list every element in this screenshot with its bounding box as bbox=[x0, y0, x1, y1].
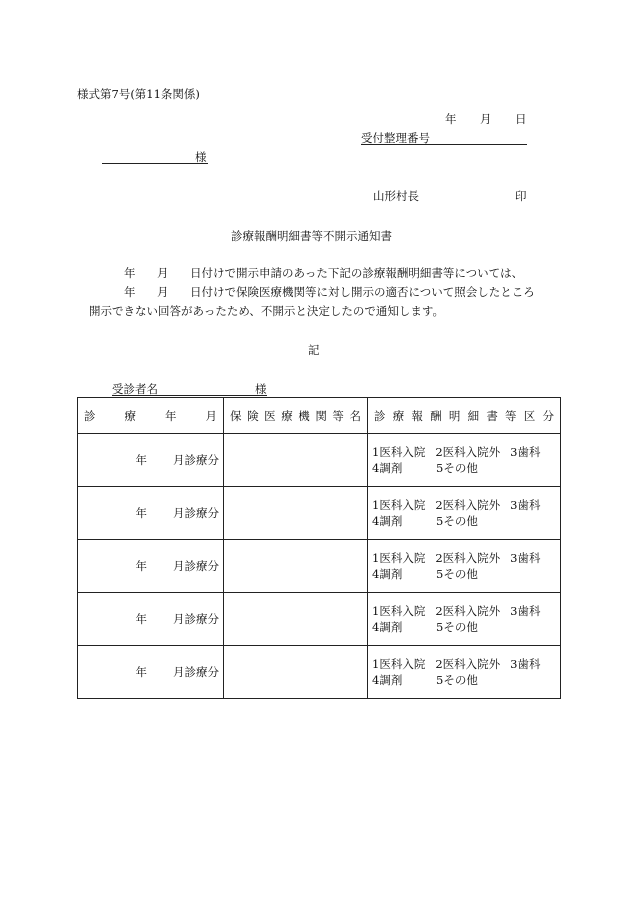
ki-heading: 記 bbox=[308, 343, 320, 357]
cell-institution[interactable] bbox=[224, 646, 368, 699]
cell-date[interactable]: 年 月診療分 bbox=[78, 487, 224, 540]
table-row bbox=[78, 487, 561, 540]
cell-category[interactable]: 1医科入院 2医科入院外 3歯科 4調剤 5その他 bbox=[368, 540, 561, 593]
issuer-name: 山形村長 bbox=[373, 189, 419, 203]
body-line2-year: 年 bbox=[124, 285, 136, 299]
cell-institution[interactable] bbox=[224, 487, 368, 540]
header-date: 診 療 年 月 bbox=[78, 398, 224, 434]
form-number: 様式第7号(第11条関係) bbox=[77, 87, 200, 101]
table-row bbox=[78, 434, 561, 487]
cell-institution[interactable] bbox=[224, 540, 368, 593]
document-title: 診療報酬明細書等不開示通知書 bbox=[231, 229, 392, 243]
date-month: 月 bbox=[480, 112, 492, 126]
header-institution: 保 険 医 療 機 関 等 名 bbox=[224, 398, 368, 434]
addressee-field[interactable] bbox=[102, 163, 208, 164]
cell-category[interactable]: 1医科入院 2医科入院外 3歯科 4調剤 5その他 bbox=[368, 593, 561, 646]
reception-number-label: 受付整理番号 bbox=[361, 131, 430, 145]
cell-category[interactable]: 1医科入院 2医科入院外 3歯科 4調剤 5その他 bbox=[368, 434, 561, 487]
cell-category[interactable]: 1医科入院 2医科入院外 3歯科 4調剤 5その他 bbox=[368, 646, 561, 699]
date-year: 年 bbox=[445, 112, 457, 126]
seal-mark: 印 bbox=[515, 189, 527, 203]
body-line2-text: 日付けで保険医療機関等に対し開示の適否について照会したところ bbox=[190, 285, 535, 299]
patient-name-field[interactable] bbox=[112, 395, 267, 396]
body-line2-month: 月 bbox=[157, 285, 169, 299]
table-row bbox=[78, 540, 561, 593]
patient-name-suffix: 様 bbox=[255, 382, 267, 396]
body-line1-month: 月 bbox=[157, 266, 169, 280]
table-row bbox=[78, 593, 561, 646]
cell-date[interactable]: 年 月診療分 bbox=[78, 646, 224, 699]
header-category: 診 療 報 酬 明 細 書 等 区 分 bbox=[368, 398, 561, 434]
body-line3: 開示できない回答があったため、不開示と決定したので通知します。 bbox=[89, 304, 445, 318]
cell-date[interactable]: 年 月診療分 bbox=[78, 434, 224, 487]
body-line1-year: 年 bbox=[124, 266, 136, 280]
cell-date[interactable]: 年 月診療分 bbox=[78, 593, 224, 646]
cell-category[interactable]: 1医科入院 2医科入院外 3歯科 4調剤 5その他 bbox=[368, 487, 561, 540]
addressee-suffix: 様 bbox=[195, 150, 207, 164]
reception-number-field[interactable] bbox=[361, 144, 527, 145]
cell-date[interactable]: 年 月診療分 bbox=[78, 540, 224, 593]
record-table bbox=[77, 397, 561, 699]
date-day: 日 bbox=[515, 112, 527, 126]
cell-institution[interactable] bbox=[224, 593, 368, 646]
table-row bbox=[78, 646, 561, 699]
patient-name-label: 受診者名 bbox=[112, 382, 158, 396]
cell-institution[interactable] bbox=[224, 434, 368, 487]
body-line1-text: 日付けで開示申請のあった下記の診療報酬明細書等については、 bbox=[190, 266, 524, 280]
table-header bbox=[78, 398, 561, 434]
